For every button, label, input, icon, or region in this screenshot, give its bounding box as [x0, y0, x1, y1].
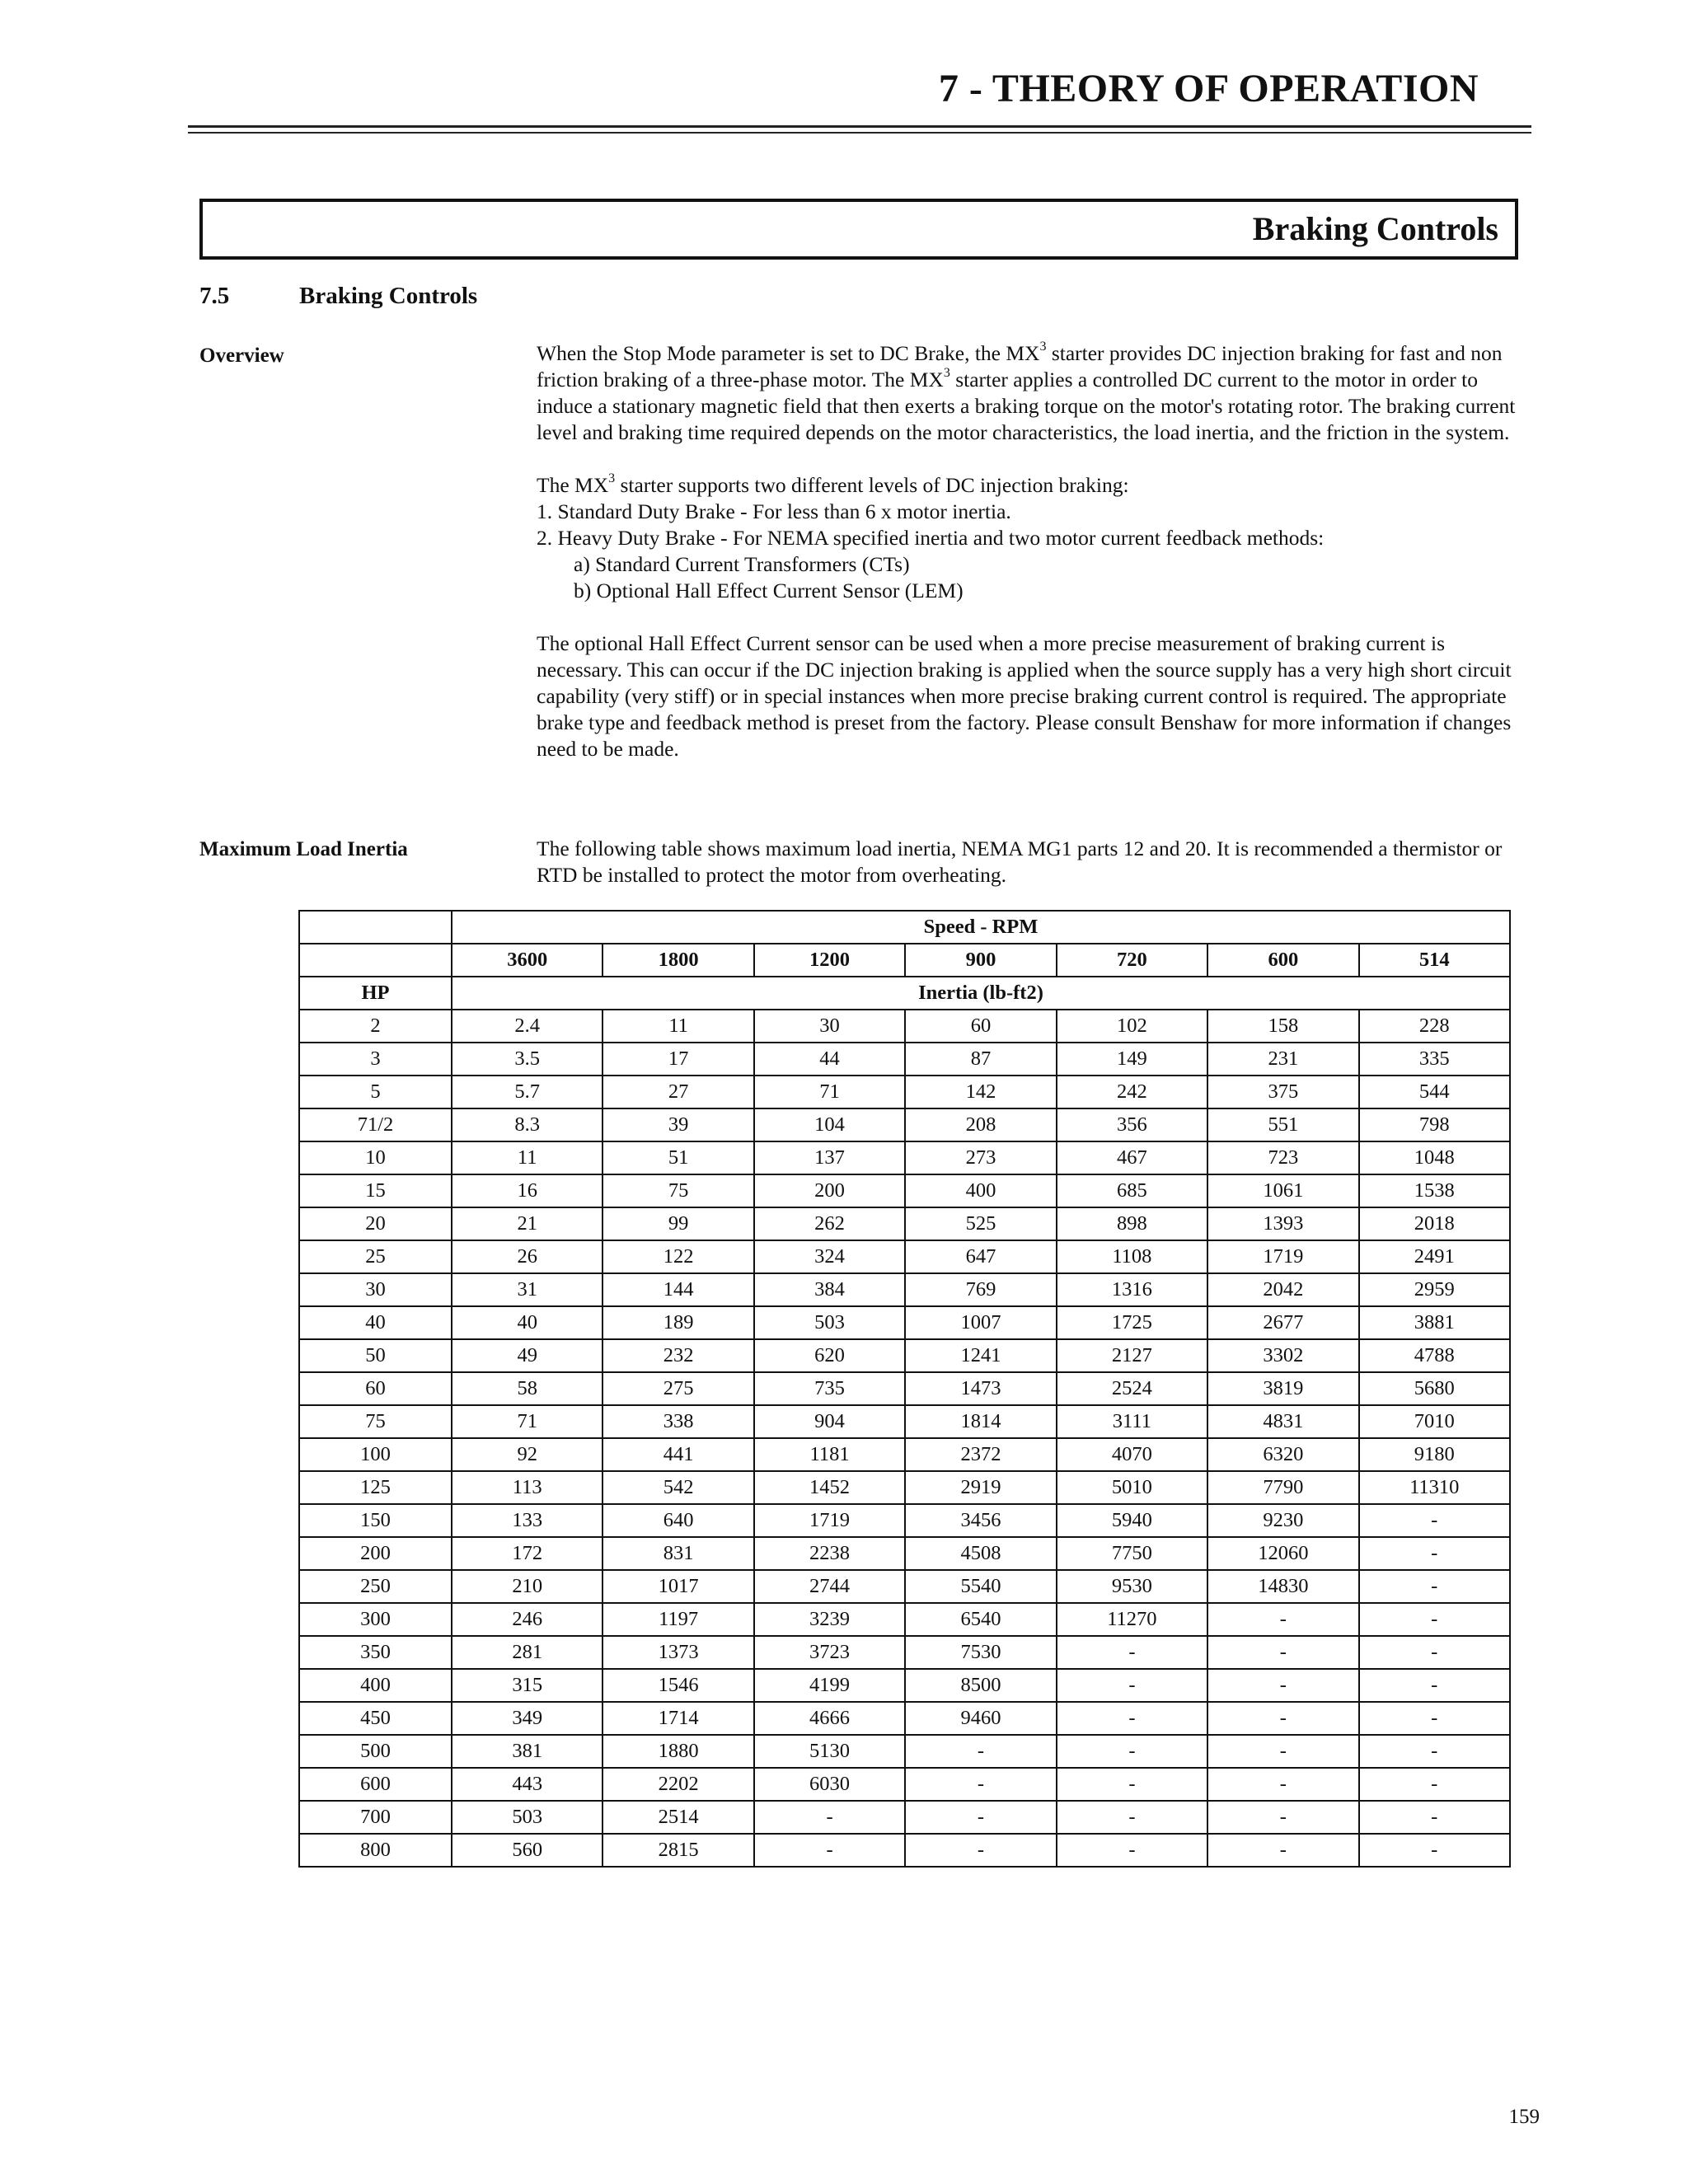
- table-row: [299, 1207, 1510, 1240]
- inertia-cell: 5130: [754, 1735, 905, 1768]
- page-number: 159: [1508, 2106, 1540, 2128]
- inertia-cell: 503: [452, 1801, 603, 1834]
- inertia-cell: 1538: [1359, 1174, 1510, 1207]
- inertia-cell: -: [1057, 1636, 1207, 1669]
- inertia-cell: 208: [905, 1108, 1056, 1141]
- hp-cell: 400: [299, 1669, 452, 1702]
- inertia-cell: 338: [603, 1405, 753, 1438]
- table-row: [299, 1339, 1510, 1372]
- hp-cell: 500: [299, 1735, 452, 1768]
- section-banner-title: Braking Controls: [1252, 210, 1498, 247]
- inertia-cell: 1048: [1359, 1141, 1510, 1174]
- inertia-cell: 560: [452, 1834, 603, 1867]
- inertia-cell: 6030: [754, 1768, 905, 1801]
- inertia-cell: 102: [1057, 1010, 1207, 1043]
- hp-cell: 350: [299, 1636, 452, 1669]
- inertia-cell: -: [1207, 1636, 1358, 1669]
- inertia-cell: 172: [452, 1537, 603, 1570]
- inertia-cell: 1719: [1207, 1240, 1358, 1273]
- table-row: [299, 1735, 1510, 1768]
- hp-cell: 125: [299, 1471, 452, 1504]
- inertia-cell: 3723: [754, 1636, 905, 1669]
- inertia-cell: 1546: [603, 1669, 753, 1702]
- inertia-cell: -: [1057, 1768, 1207, 1801]
- inertia-cell: 542: [603, 1471, 753, 1504]
- inertia-cell: -: [1359, 1570, 1510, 1603]
- table-row: [299, 1306, 1510, 1339]
- table-row: [299, 1405, 1510, 1438]
- inertia-cell: 9460: [905, 1702, 1056, 1735]
- inertia-cell: 2018: [1359, 1207, 1510, 1240]
- inertia-cell: 1007: [905, 1306, 1056, 1339]
- max-load-inertia-text: [537, 836, 1517, 888]
- inertia-cell: 281: [452, 1636, 603, 1669]
- inertia-cell: 87: [905, 1043, 1056, 1076]
- inertia-cell: 16: [452, 1174, 603, 1207]
- inertia-cell: 122: [603, 1240, 753, 1273]
- inertia-cell: -: [1207, 1735, 1358, 1768]
- corner-cell: [299, 911, 452, 944]
- table-row: [299, 1669, 1510, 1702]
- table-row: [299, 1702, 1510, 1735]
- inertia-cell: 544: [1359, 1076, 1510, 1108]
- inertia-cell: 2.4: [452, 1010, 603, 1043]
- inertia-cell: -: [1207, 1669, 1358, 1702]
- hp-cell: 40: [299, 1306, 452, 1339]
- inertia-cell: 158: [1207, 1010, 1358, 1043]
- table-row: [299, 1043, 1510, 1076]
- inertia-cell: 4070: [1057, 1438, 1207, 1471]
- table-row: [299, 1076, 1510, 1108]
- inertia-cell: 324: [754, 1240, 905, 1273]
- hp-cell: 250: [299, 1570, 452, 1603]
- speed-column-header: 3600: [452, 944, 603, 977]
- overview-label: Overview: [199, 344, 284, 367]
- max-load-inertia-paragraph: The following table shows maximum load inertia, NEMA MG1 parts 12 and 20. It is recommended a thermistor or RTD be installed to protect the motor from overheating.: [537, 837, 1503, 887]
- inertia-cell: 60: [905, 1010, 1056, 1043]
- inertia-cell: -: [1207, 1603, 1358, 1636]
- hp-cell: 3: [299, 1043, 452, 1076]
- inertia-cell: 246: [452, 1603, 603, 1636]
- inertia-cell: -: [1057, 1669, 1207, 1702]
- inertia-cell: 3302: [1207, 1339, 1358, 1372]
- inertia-cell: 3881: [1359, 1306, 1510, 1339]
- overview-paragraph-2: The $MX^3$ starter supports two different levels of DC injection braking:: [537, 471, 1129, 497]
- inertia-cell: 685: [1057, 1174, 1207, 1207]
- inertia-cell: 1316: [1057, 1273, 1207, 1306]
- inertia-cell: 831: [603, 1537, 753, 1570]
- inertia-cell: -: [1057, 1735, 1207, 1768]
- inertia-cell: 2202: [603, 1768, 753, 1801]
- hp-cell: 600: [299, 1768, 452, 1801]
- table-row: [299, 1834, 1510, 1867]
- table-row: [299, 1636, 1510, 1669]
- inertia-cell: 26: [452, 1240, 603, 1273]
- inertia-table-body: [299, 1010, 1510, 1867]
- table-row: [299, 1768, 1510, 1801]
- inertia-cell: 4831: [1207, 1405, 1358, 1438]
- inertia-cell: 228: [1359, 1010, 1510, 1043]
- inertia-cell: 11: [603, 1010, 753, 1043]
- brake-list-item: 2. Heavy Duty Brake - For NEMA specified inertia and two motor current feedback methods:: [537, 526, 1325, 550]
- chapter-title: 7 - THEORY OF OPERATION: [938, 67, 1479, 110]
- table-row: [299, 1141, 1510, 1174]
- inertia-cell: 3.5: [452, 1043, 603, 1076]
- inertia-cell: 189: [603, 1306, 753, 1339]
- inertia-cell: 4788: [1359, 1339, 1510, 1372]
- inertia-cell: 12060: [1207, 1537, 1358, 1570]
- inertia-cell: 798: [1359, 1108, 1510, 1141]
- speed-column-header: 720: [1057, 944, 1207, 977]
- hp-cell: 2: [299, 1010, 452, 1043]
- inertia-cell: 335: [1359, 1043, 1510, 1076]
- inertia-cell: 58: [452, 1372, 603, 1405]
- inertia-cell: 262: [754, 1207, 905, 1240]
- inertia-cell: -: [1207, 1801, 1358, 1834]
- hp-cell: 100: [299, 1438, 452, 1471]
- section-title: Braking Controls: [299, 283, 478, 309]
- inertia-cell: 356: [1057, 1108, 1207, 1141]
- inertia-cell: 640: [603, 1504, 753, 1537]
- inertia-cell: 133: [452, 1504, 603, 1537]
- hp-cell: 71/2: [299, 1108, 452, 1141]
- inertia-cell: 384: [754, 1273, 905, 1306]
- inertia-cell: -: [754, 1801, 905, 1834]
- inertia-cell: 2524: [1057, 1372, 1207, 1405]
- inertia-cell: 1880: [603, 1735, 753, 1768]
- inertia-cell: 75: [603, 1174, 753, 1207]
- inertia-cell: 3819: [1207, 1372, 1358, 1405]
- hp-cell: 25: [299, 1240, 452, 1273]
- inertia-cell: -: [1207, 1834, 1358, 1867]
- inertia-cell: 71: [452, 1405, 603, 1438]
- inertia-cell: 11270: [1057, 1603, 1207, 1636]
- table-row: [299, 1372, 1510, 1405]
- inertia-cell: 39: [603, 1108, 753, 1141]
- inertia-cell: 14830: [1207, 1570, 1358, 1603]
- inertia-cell: -: [905, 1801, 1056, 1834]
- inertia-cell: 1725: [1057, 1306, 1207, 1339]
- inertia-cell: -: [905, 1834, 1056, 1867]
- inertia-cell: 2514: [603, 1801, 753, 1834]
- inertia-cell: -: [1359, 1768, 1510, 1801]
- inertia-cell: 137: [754, 1141, 905, 1174]
- inertia-cell: 99: [603, 1207, 753, 1240]
- inertia-cell: 5680: [1359, 1372, 1510, 1405]
- inertia-cell: -: [754, 1834, 905, 1867]
- inertia-cell: 5540: [905, 1570, 1056, 1603]
- inertia-cell: 647: [905, 1240, 1056, 1273]
- inertia-cell: 1714: [603, 1702, 753, 1735]
- inertia-cell: 30: [754, 1010, 905, 1043]
- inertia-cell: 1017: [603, 1570, 753, 1603]
- inertia-cell: -: [1207, 1702, 1358, 1735]
- unit-header-row: [299, 977, 1510, 1010]
- inertia-cell: 40: [452, 1306, 603, 1339]
- inertia-cell: 1181: [754, 1438, 905, 1471]
- inertia-cell: 31: [452, 1273, 603, 1306]
- table-row: [299, 1010, 1510, 1043]
- inertia-cell: 210: [452, 1570, 603, 1603]
- table-row: [299, 1801, 1510, 1834]
- inertia-cell: 4508: [905, 1537, 1056, 1570]
- inertia-cell: 51: [603, 1141, 753, 1174]
- inertia-cell: 1814: [905, 1405, 1056, 1438]
- inertia-cell: 273: [905, 1141, 1056, 1174]
- table-row: [299, 1108, 1510, 1141]
- inertia-cell: 898: [1057, 1207, 1207, 1240]
- hp-cell: 30: [299, 1273, 452, 1306]
- inertia-cell: 400: [905, 1174, 1056, 1207]
- hp-cell: 5: [299, 1076, 452, 1108]
- max-load-inertia-label: Maximum Load Inertia: [199, 838, 408, 860]
- hp-cell: 10: [299, 1141, 452, 1174]
- hp-cell: 50: [299, 1339, 452, 1372]
- inertia-cell: 17: [603, 1043, 753, 1076]
- overview-paragraph-3: The optional Hall Effect Current sensor can be used when a more precise measurement of braking current is necessary. This can occur if the DC injection braking is applied when the source supply has a very high short circuit capability (very stiff) or in special instances when more precise braking current control is required. The appropriate brake type and feedback method is preset from the factory. Please consult Benshaw for more information if changes need to be made.: [537, 631, 1512, 761]
- inertia-cell: 4666: [754, 1702, 905, 1735]
- inertia-cell: 5.7: [452, 1076, 603, 1108]
- hp-cell: 300: [299, 1603, 452, 1636]
- header-rule-bottom: [188, 132, 1531, 134]
- inertia-cell: 27: [603, 1076, 753, 1108]
- inertia-cell: 1452: [754, 1471, 905, 1504]
- speed-column-header: 900: [905, 944, 1056, 977]
- inertia-cell: 375: [1207, 1076, 1358, 1108]
- inertia-cell: -: [1359, 1834, 1510, 1867]
- inertia-cell: 7790: [1207, 1471, 1358, 1504]
- inertia-cell: 7750: [1057, 1537, 1207, 1570]
- inertia-cell: 9530: [1057, 1570, 1207, 1603]
- table-row: [299, 1174, 1510, 1207]
- table-row: [299, 1537, 1510, 1570]
- speed-column-header: 514: [1359, 944, 1510, 977]
- inertia-cell: 144: [603, 1273, 753, 1306]
- inertia-cell: 2042: [1207, 1273, 1358, 1306]
- inertia-cell: 9180: [1359, 1438, 1510, 1471]
- inertia-cell: 92: [452, 1438, 603, 1471]
- inertia-cell: 275: [603, 1372, 753, 1405]
- inertia-cell: 11310: [1359, 1471, 1510, 1504]
- inertia-header: Inertia (lb-ft2): [452, 977, 1510, 1010]
- inertia-cell: 769: [905, 1273, 1056, 1306]
- inertia-cell: 4199: [754, 1669, 905, 1702]
- speed-header-row: [299, 911, 1510, 944]
- inertia-cell: 21: [452, 1207, 603, 1240]
- inertia-cell: 3239: [754, 1603, 905, 1636]
- hp-cell: 75: [299, 1405, 452, 1438]
- inertia-cell: 7530: [905, 1636, 1056, 1669]
- inertia-cell: 525: [905, 1207, 1056, 1240]
- inertia-cell: 2372: [905, 1438, 1056, 1471]
- feedback-list-item: b) Optional Hall Effect Current Sensor (LEM): [574, 579, 964, 602]
- inertia-cell: -: [1359, 1603, 1510, 1636]
- inertia-cell: 620: [754, 1339, 905, 1372]
- inertia-cell: 443: [452, 1768, 603, 1801]
- inertia-cell: -: [1207, 1768, 1358, 1801]
- inertia-cell: 200: [754, 1174, 905, 1207]
- inertia-cell: 1108: [1057, 1240, 1207, 1273]
- inertia-cell: 723: [1207, 1141, 1358, 1174]
- inertia-cell: 71: [754, 1076, 905, 1108]
- table-row: [299, 1240, 1510, 1273]
- inertia-cell: 11: [452, 1141, 603, 1174]
- inertia-cell: 142: [905, 1076, 1056, 1108]
- inertia-cell: 113: [452, 1471, 603, 1504]
- inertia-cell: 349: [452, 1702, 603, 1735]
- inertia-cell: 104: [754, 1108, 905, 1141]
- inertia-cell: 231: [1207, 1043, 1358, 1076]
- inertia-cell: 467: [1057, 1141, 1207, 1174]
- inertia-cell: 441: [603, 1438, 753, 1471]
- inertia-cell: 44: [754, 1043, 905, 1076]
- header-rule-top: [188, 125, 1531, 128]
- inertia-cell: 2815: [603, 1834, 753, 1867]
- inertia-cell: -: [1359, 1669, 1510, 1702]
- feedback-list-item: a) Standard Current Transformers (CTs): [574, 552, 910, 576]
- inertia-cell: 2491: [1359, 1240, 1510, 1273]
- hp-cell: 200: [299, 1537, 452, 1570]
- speed-rpm-header: Speed - RPM: [452, 911, 1510, 944]
- inertia-cell: 5010: [1057, 1471, 1207, 1504]
- table-row: [299, 1570, 1510, 1603]
- inertia-cell: 551: [1207, 1108, 1358, 1141]
- inertia-cell: 1719: [754, 1504, 905, 1537]
- inertia-cell: 3456: [905, 1504, 1056, 1537]
- inertia-cell: 6320: [1207, 1438, 1358, 1471]
- inertia-cell: 9230: [1207, 1504, 1358, 1537]
- inertia-cell: -: [905, 1735, 1056, 1768]
- hp-cell: 60: [299, 1372, 452, 1405]
- inertia-cell: -: [1359, 1636, 1510, 1669]
- inertia-cell: -: [1359, 1735, 1510, 1768]
- speed-values-row: [299, 944, 1510, 977]
- hp-cell: 20: [299, 1207, 452, 1240]
- inertia-cell: 232: [603, 1339, 753, 1372]
- section-banner: [199, 199, 1518, 260]
- inertia-cell: 2127: [1057, 1339, 1207, 1372]
- table-row: [299, 1504, 1510, 1537]
- inertia-cell: 7010: [1359, 1405, 1510, 1438]
- inertia-cell: -: [1359, 1537, 1510, 1570]
- section-number: 7.5: [199, 283, 230, 309]
- inertia-cell: 2959: [1359, 1273, 1510, 1306]
- table-row: [299, 1273, 1510, 1306]
- inertia-cell: 503: [754, 1306, 905, 1339]
- inertia-cell: 2677: [1207, 1306, 1358, 1339]
- hp-header: HP: [299, 977, 452, 1010]
- inertia-cell: 1061: [1207, 1174, 1358, 1207]
- overview-text: [537, 340, 1517, 762]
- speed-column-header: 600: [1207, 944, 1358, 977]
- corner-cell: [299, 944, 452, 977]
- inertia-cell: 315: [452, 1669, 603, 1702]
- inertia-cell: 2919: [905, 1471, 1056, 1504]
- inertia-cell: 8500: [905, 1669, 1056, 1702]
- inertia-cell: 381: [452, 1735, 603, 1768]
- inertia-cell: 242: [1057, 1076, 1207, 1108]
- inertia-cell: 904: [754, 1405, 905, 1438]
- table-row: [299, 1603, 1510, 1636]
- inertia-cell: -: [1057, 1702, 1207, 1735]
- inertia-cell: -: [1057, 1834, 1207, 1867]
- hp-cell: 800: [299, 1834, 452, 1867]
- inertia-cell: 1393: [1207, 1207, 1358, 1240]
- inertia-cell: -: [1057, 1801, 1207, 1834]
- brake-list-item: 1. Standard Duty Brake - For less than 6 x motor inertia.: [537, 499, 1011, 523]
- inertia-cell: -: [905, 1768, 1056, 1801]
- inertia-cell: 8.3: [452, 1108, 603, 1141]
- overview-paragraph-1: When the Stop Mode parameter is set to DC Brake, the $MX^3$ starter provides DC injection braking for fast and non friction braking of a three-phase motor. The $MX^3$ starter applies a controlled DC current to the motor in order to induce a stationary magnetic field that then exerts a braking torque on the motor's rotating rotor. The braking current level and braking time required depends on the motor characteristics, the load inertia, and the friction in the system.: [537, 340, 1516, 444]
- inertia-cell: 5940: [1057, 1504, 1207, 1537]
- inertia-cell: 49: [452, 1339, 603, 1372]
- inertia-cell: 2744: [754, 1570, 905, 1603]
- hp-cell: 450: [299, 1702, 452, 1735]
- inertia-cell: 2238: [754, 1537, 905, 1570]
- inertia-cell: -: [1359, 1702, 1510, 1735]
- table-row: [299, 1471, 1510, 1504]
- speed-column-header: 1200: [754, 944, 905, 977]
- inertia-cell: 1373: [603, 1636, 753, 1669]
- table-row: [299, 1438, 1510, 1471]
- hp-cell: 150: [299, 1504, 452, 1537]
- hp-cell: 15: [299, 1174, 452, 1207]
- inertia-cell: 1473: [905, 1372, 1056, 1405]
- inertia-table: [298, 910, 1511, 1868]
- inertia-cell: -: [1359, 1801, 1510, 1834]
- hp-cell: 700: [299, 1801, 452, 1834]
- inertia-cell: 1197: [603, 1603, 753, 1636]
- inertia-cell: 3111: [1057, 1405, 1207, 1438]
- inertia-cell: 6540: [905, 1603, 1056, 1636]
- inertia-cell: -: [1359, 1504, 1510, 1537]
- inertia-cell: 1241: [905, 1339, 1056, 1372]
- speed-column-header: 1800: [603, 944, 753, 977]
- inertia-cell: 735: [754, 1372, 905, 1405]
- inertia-cell: 149: [1057, 1043, 1207, 1076]
